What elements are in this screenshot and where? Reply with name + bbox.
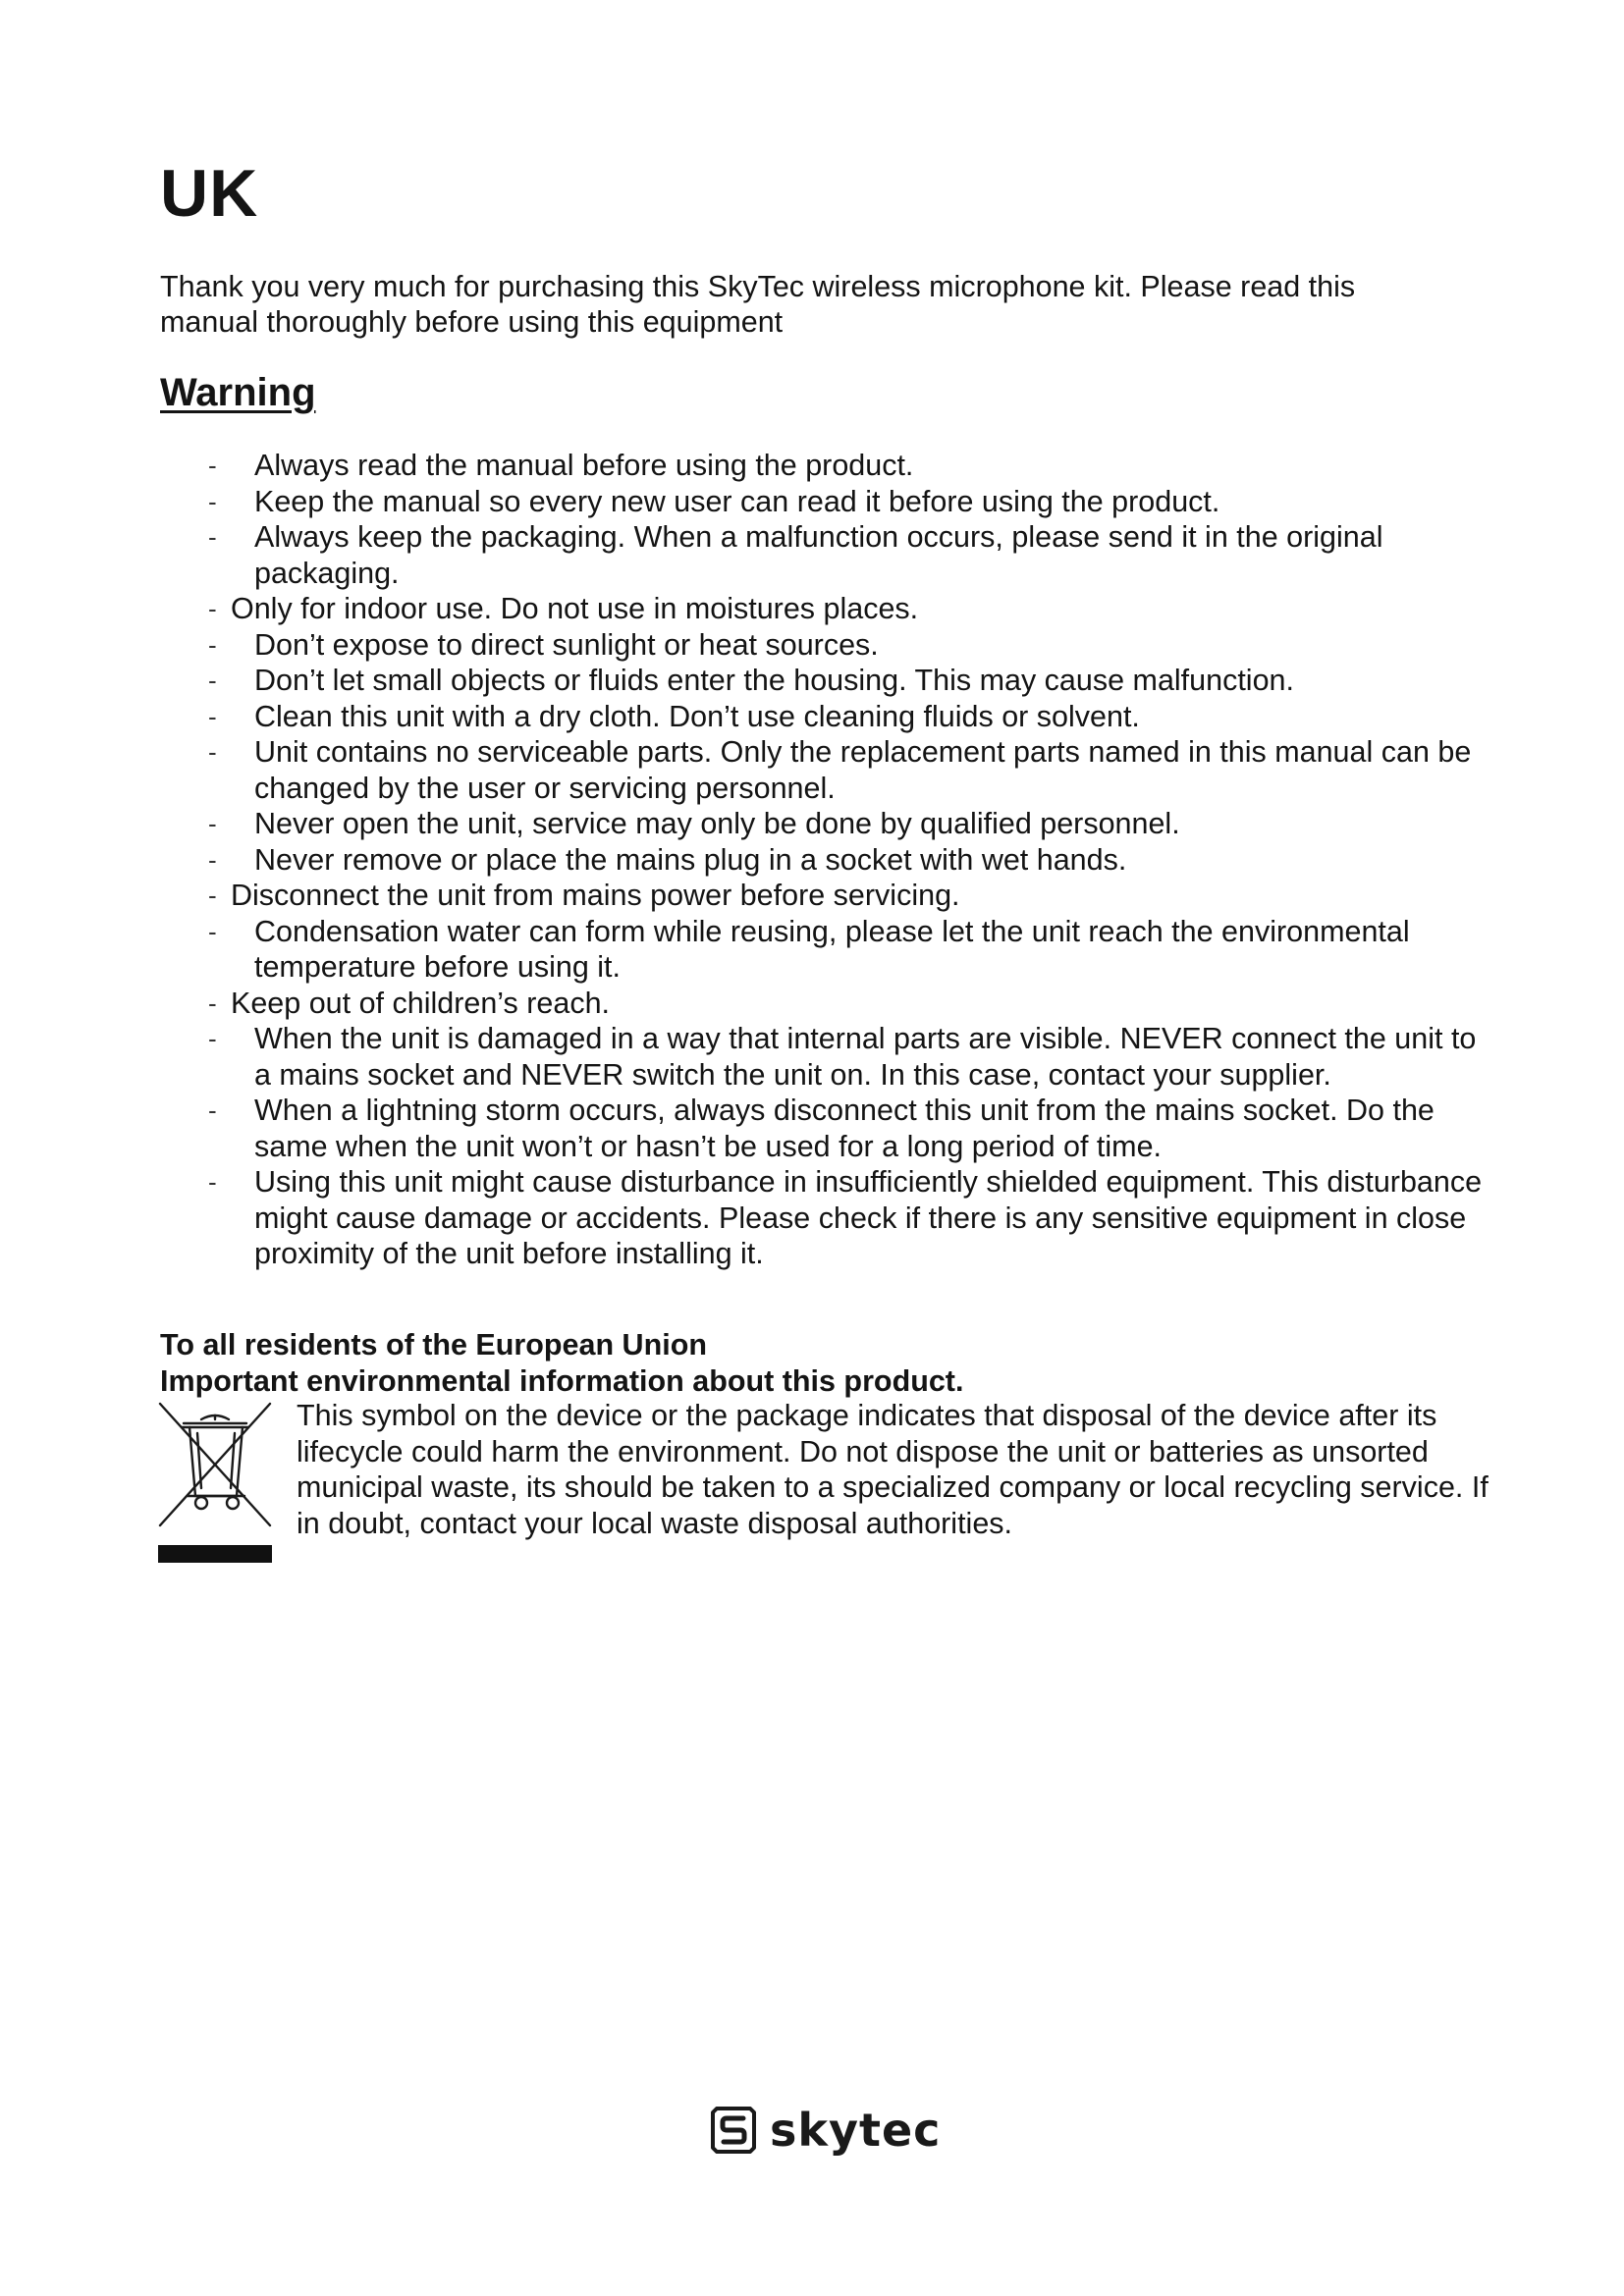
list-item bbox=[0, 1021, 1624, 1093]
list-item-text: Don’t expose to direct sunlight or heat sources. bbox=[254, 627, 879, 662]
crossed-out-wheelie-bin-icon bbox=[158, 1402, 272, 1563]
list-item bbox=[0, 484, 1624, 520]
bullet-dash: - bbox=[208, 1024, 217, 1053]
bullet-dash: - bbox=[208, 916, 217, 946]
bullet-dash: - bbox=[208, 666, 217, 695]
list-item-text: Only for indoor use. Do not use in moistures places. bbox=[231, 592, 919, 625]
warning-list bbox=[0, 448, 1624, 1272]
list-item-text: Disconnect the unit from mains power before servicing. bbox=[231, 879, 960, 912]
footer-logo bbox=[709, 2101, 949, 2160]
list-item bbox=[0, 591, 1624, 627]
list-item bbox=[0, 1164, 1624, 1272]
eu-heading-residents: To all residents of the European Union bbox=[160, 1328, 707, 1362]
bullet-dash: - bbox=[208, 594, 217, 623]
bullet-dash: - bbox=[208, 737, 217, 767]
skytec-s-logo-icon bbox=[709, 2105, 758, 2156]
list-item bbox=[0, 1093, 1624, 1164]
list-item bbox=[0, 663, 1624, 699]
list-item bbox=[0, 986, 1624, 1022]
list-item-text: Condensation water can form while reusing, please let the unit reach the environmental temperature before using it. bbox=[254, 914, 1410, 984]
list-item-text: Unit contains no serviceable parts. Only the replacement parts named in this manual can be changed by the user or servicing personnel. bbox=[254, 735, 1472, 805]
list-item-text: When the unit is damaged in a way that internal parts are visible. NEVER connect the unit to a mains socket and NEVER switch the unit on. In this case, contact your supplier. bbox=[254, 1022, 1477, 1092]
warning-heading: Warning bbox=[160, 371, 316, 414]
bullet-dash: - bbox=[208, 881, 217, 910]
eu-heading-environmental: Important environmental information about this product. bbox=[160, 1363, 964, 1398]
list-item-text: Using this unit might cause disturbance in insufficiently shielded equipment. This disturbance might cause damage or accidents. Please check if there is any sensitive equipment in close proximity of the unit before installing it. bbox=[254, 1165, 1483, 1270]
bullet-dash: - bbox=[208, 629, 217, 660]
skytec-logo-text: skytec bbox=[770, 2104, 942, 2157]
list-item bbox=[0, 806, 1624, 842]
list-item-text: Clean this unit with a dry cloth. Don’t use cleaning fluids or solvent. bbox=[254, 699, 1140, 733]
list-item-text: Don’t let small objects or fluids enter the housing. This may cause malfunction. bbox=[254, 664, 1294, 697]
eu-heading-block bbox=[160, 1327, 963, 1399]
bullet-dash: - bbox=[208, 844, 217, 875]
bullet-dash: - bbox=[208, 988, 217, 1018]
page-title: UK bbox=[160, 156, 259, 231]
list-item bbox=[0, 878, 1624, 914]
list-item bbox=[0, 842, 1624, 879]
eu-disposal-paragraph: This symbol on the device or the package indicates that disposal of the device after its lifecycle could harm the environment. Do not dispose the unit or batteries as unsorted municipal waste, its should be taken to a specialized company or local recycling service. If in doubt, contact your local waste disposal authorities. bbox=[297, 1399, 1489, 1540]
bullet-dash: - bbox=[208, 701, 217, 731]
list-item-text: Always read the manual before using the product. bbox=[254, 449, 914, 482]
list-item-text: When a lightning storm occurs, always disconnect this unit from the mains socket. Do the same when the unit won’t or hasn’t be used for a long period of time. bbox=[254, 1094, 1435, 1163]
bullet-dash: - bbox=[208, 1167, 217, 1197]
bullet-dash: - bbox=[208, 451, 217, 480]
list-item-text: Keep the manual so every new user can read it before using the product. bbox=[254, 484, 1220, 518]
list-item bbox=[0, 627, 1624, 664]
list-item bbox=[0, 448, 1624, 484]
bullet-dash: - bbox=[208, 486, 217, 516]
list-item bbox=[0, 519, 1624, 591]
list-item bbox=[0, 699, 1624, 735]
list-item-text: Keep out of children’s reach. bbox=[231, 986, 611, 1020]
list-item-text: Never remove or place the mains plug in a socket with wet hands. bbox=[254, 842, 1127, 877]
list-item bbox=[0, 734, 1624, 806]
intro-paragraph: Thank you very much for purchasing this SkyTec wireless microphone kit. Please read this manual thoroughly before using this equipment bbox=[160, 270, 1356, 339]
bullet-dash: - bbox=[208, 522, 217, 552]
list-item bbox=[0, 914, 1624, 986]
list-item-text: Never open the unit, service may only be done by qualified personnel. bbox=[254, 807, 1180, 840]
bullet-dash: - bbox=[208, 1095, 217, 1125]
bullet-dash: - bbox=[208, 809, 217, 838]
list-item-text: Always keep the packaging. When a malfunction occurs, please send it in the original packaging. bbox=[254, 520, 1383, 590]
